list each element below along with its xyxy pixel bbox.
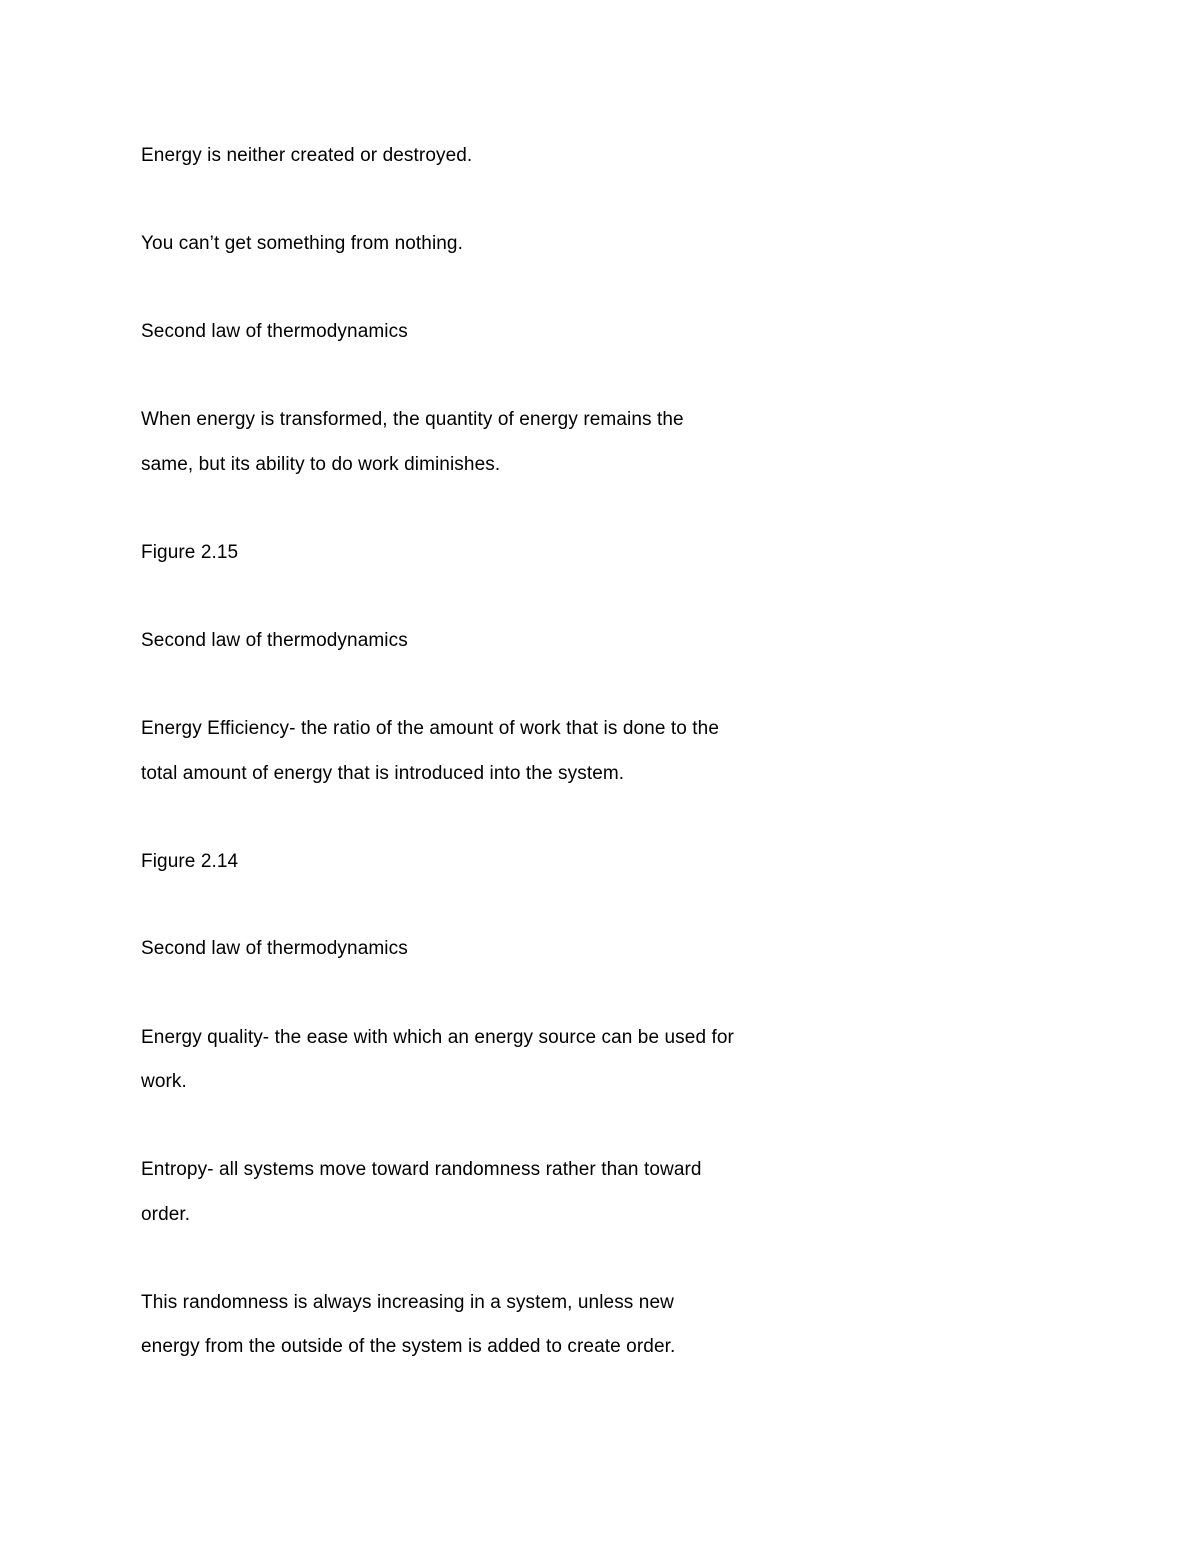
section-heading: Second law of thermodynamics [141, 630, 408, 651]
text-line: work. [141, 1071, 187, 1092]
text-line: same, but its ability to do work diminishes. [141, 454, 501, 475]
section-heading: Second law of thermodynamics [141, 938, 408, 959]
text-line: You can’t get something from nothing. [141, 233, 463, 254]
text-line: Energy is neither created or destroyed. [141, 145, 473, 166]
text-line: When energy is transformed, the quantity of energy remains the [141, 409, 684, 430]
section-heading: Second law of thermodynamics [141, 321, 408, 342]
text-line: energy from the outside of the system is added to create order. [141, 1336, 676, 1357]
text-line: order. [141, 1204, 191, 1225]
text-line: Energy Efficiency- the ratio of the amount of work that is done to the [141, 718, 720, 739]
figure-label: Figure 2.15 [141, 542, 239, 563]
text-line: This randomness is always increasing in a system, unless new [141, 1292, 674, 1313]
text-line: total amount of energy that is introduced into the system. [141, 763, 625, 784]
text-line: Energy quality- the ease with which an energy source can be used for [141, 1027, 734, 1048]
figure-label: Figure 2.14 [141, 851, 239, 872]
text-line: Entropy- all systems move toward randomness rather than toward [141, 1159, 702, 1180]
